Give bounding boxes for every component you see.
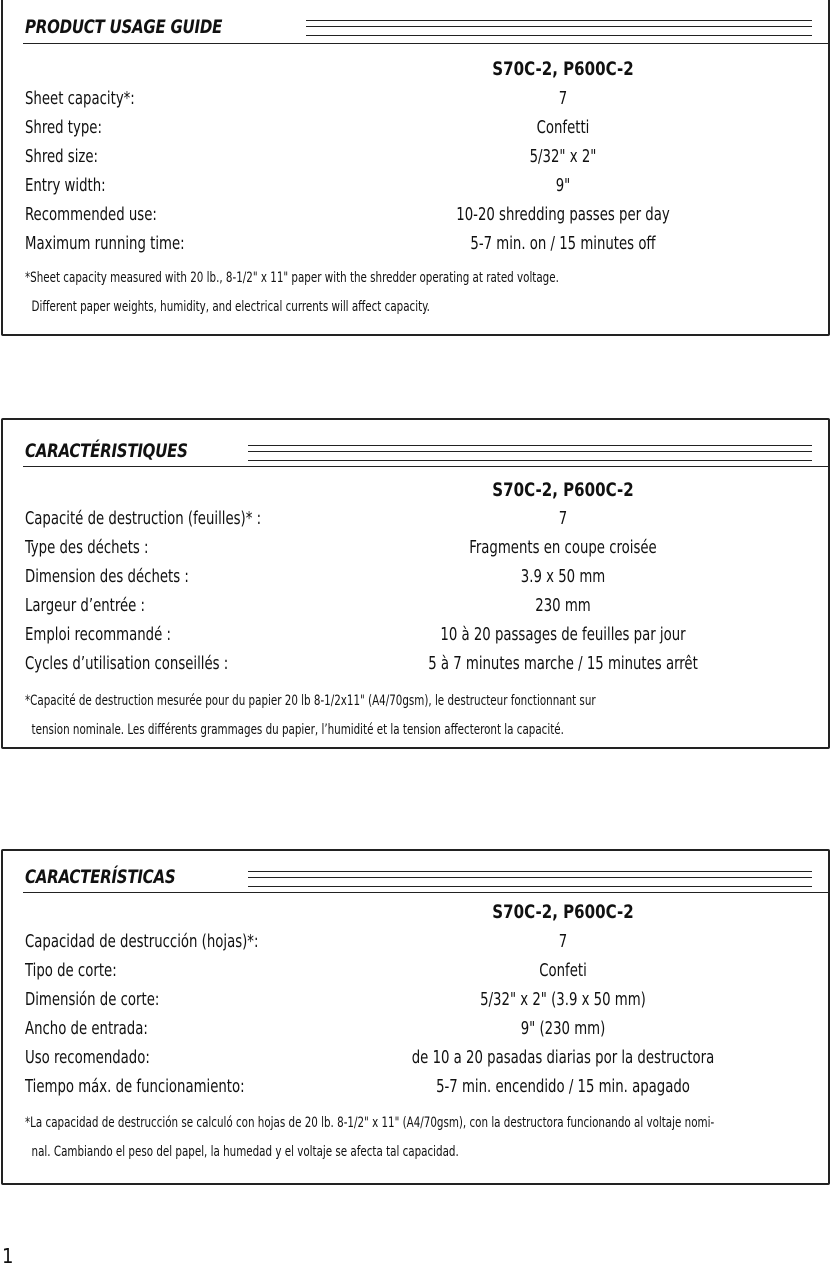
footnote-line: *La capacidad de destrucción se calculó con hojas de 20 lb. 8-1/2" x 11" (A4/70gsm), con la destructora funcionando al voltaje nomi- (25, 1115, 715, 1131)
spec-value: 10 à 20 passages de feuilles par jour (440, 624, 686, 645)
model-header: S70C-2, P600C-2 (492, 901, 634, 923)
spec-row (25, 1047, 828, 1075)
spec-section (1, 418, 830, 749)
spec-value: 7 (558, 931, 568, 952)
spec-value: 5 à 7 minutes marche / 15 minutes arrêt (428, 653, 698, 674)
spec-row (25, 88, 828, 116)
spec-value: 230 mm (535, 595, 591, 616)
spec-label: Tiempo máx. de funcionamiento: (25, 1076, 245, 1097)
page-number: 1 (2, 1244, 14, 1268)
model-header: S70C-2, P600C-2 (492, 58, 634, 80)
spec-label: Shred size: (25, 146, 99, 167)
spec-row (25, 1018, 828, 1046)
spec-label: Capacidad de destrucción (hojas)*: (25, 931, 259, 952)
spec-row (25, 204, 828, 232)
spec-row (25, 117, 828, 145)
footnote-line: Different paper weights, humidity, and electrical currents will affect capacity. (25, 299, 430, 315)
spec-row (25, 175, 828, 203)
spec-row (25, 960, 828, 988)
footnote-line: tension nominale. Les différents grammages du papier, l’humidité et la tension affecteront la capacité. (25, 722, 564, 738)
spec-row (25, 595, 828, 623)
spec-value: Fragments en coupe croisée (469, 537, 657, 558)
title-decoration-lines (306, 20, 812, 36)
spec-row (25, 566, 828, 594)
model-header: S70C-2, P600C-2 (492, 479, 634, 501)
title-decoration-lines (248, 871, 812, 887)
spec-value: de 10 a 20 pasadas diarias por la destructora (411, 1047, 715, 1068)
spec-value: 5-7 min. on / 15 minutes off (470, 233, 656, 254)
footnote-line: *Capacité de destruction mesurée pour du papier 20 lb 8-1/2x11" (A4/70gsm), le destructeur fonctionnant sur (25, 693, 596, 709)
spec-row (25, 989, 828, 1017)
spec-value: 5/32" x 2" (3.9 x 50 mm) (480, 989, 646, 1010)
title-underline (23, 43, 828, 44)
section-title: CARACTERÍSTICAS (25, 866, 176, 888)
spec-value: 9" (230 mm) (520, 1018, 606, 1039)
spec-row (25, 624, 828, 652)
spec-row (25, 233, 828, 261)
title-underline (23, 466, 828, 467)
spec-label: Uso recomendado: (25, 1047, 150, 1068)
spec-row (25, 146, 828, 174)
spec-label: Largeur d’entrée : (25, 595, 146, 616)
spec-value: 10-20 shredding passes per day (456, 204, 670, 225)
spec-section (1, 0, 830, 336)
spec-label: Cycles d’utilisation conseillés : (25, 653, 229, 674)
spec-row (25, 931, 828, 959)
title-decoration-lines (248, 445, 812, 461)
spec-value: 3.9 x 50 mm (520, 566, 606, 587)
spec-label: Sheet capacity*: (25, 88, 135, 109)
spec-label: Dimensión de corte: (25, 989, 160, 1010)
spec-label: Dimension des déchets : (25, 566, 189, 587)
spec-section (1, 849, 830, 1185)
spec-value: Confetti (536, 117, 590, 138)
spec-value: 9" (555, 175, 571, 196)
spec-row (25, 537, 828, 565)
spec-label: Entry width: (25, 175, 106, 196)
spec-label: Emploi recommandé : (25, 624, 171, 645)
spec-label: Tipo de corte: (25, 960, 117, 981)
spec-label: Maximum running time: (25, 233, 185, 254)
footnote-line: *Sheet capacity measured with 20 lb., 8-1/2" x 11" paper with the shredder operating at rated voltage. (25, 270, 559, 286)
spec-value: Confeti (539, 960, 587, 981)
section-title: PRODUCT USAGE GUIDE (25, 16, 223, 38)
title-underline (23, 892, 828, 893)
spec-row (25, 653, 828, 681)
spec-value: 5/32" x 2" (529, 146, 597, 167)
section-title: CARACTÉRISTIQUES (25, 440, 188, 462)
spec-label: Ancho de entrada: (25, 1018, 148, 1039)
spec-label: Capacité de destruction (feuilles)* : (25, 508, 262, 529)
spec-label: Recommended use: (25, 204, 157, 225)
spec-row (25, 508, 828, 536)
spec-value: 7 (558, 88, 568, 109)
spec-value: 7 (558, 508, 568, 529)
spec-row (25, 1076, 828, 1104)
spec-label: Shred type: (25, 117, 102, 138)
spec-label: Type des déchets : (25, 537, 149, 558)
footnote-line: nal. Cambiando el peso del papel, la humedad y el voltaje se afecta tal capacidad. (25, 1144, 459, 1160)
spec-value: 5-7 min. encendido / 15 min. apagado (436, 1076, 690, 1097)
